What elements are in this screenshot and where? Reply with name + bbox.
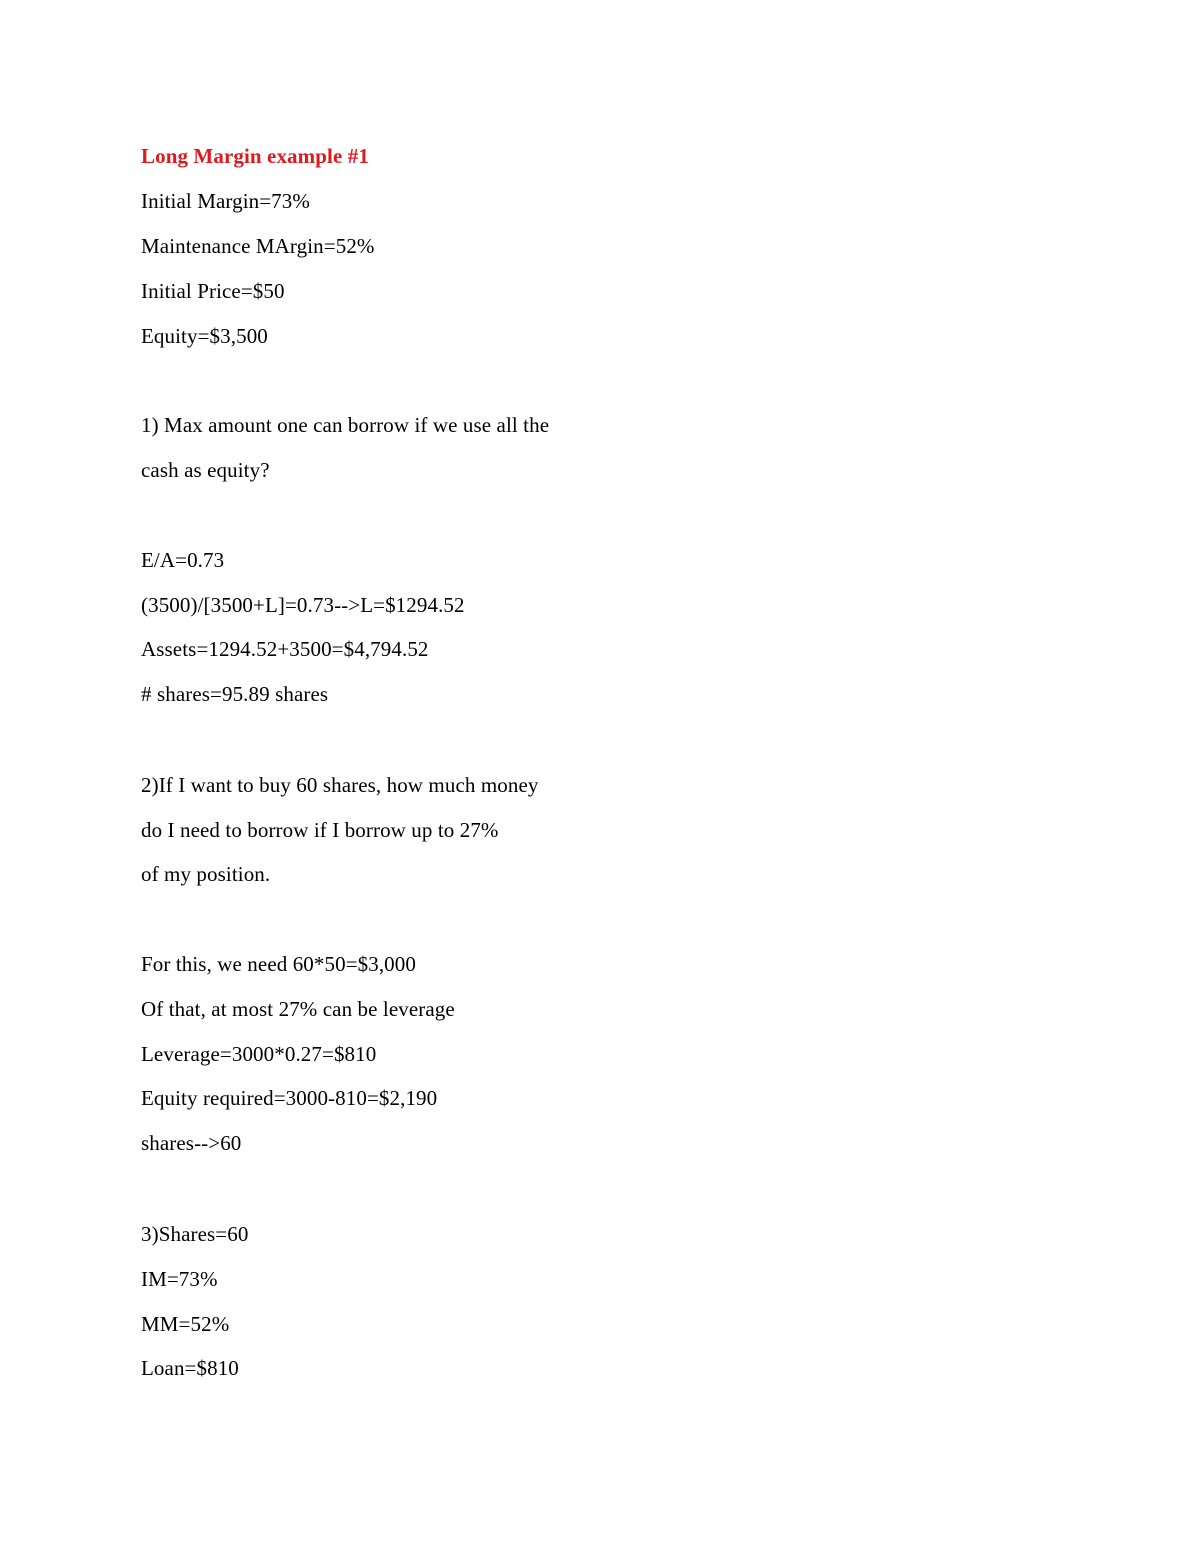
q3-line: MM=52%	[141, 1312, 230, 1336]
q2-answer-line: For this, we need 60*50=$3,000	[141, 952, 416, 976]
q3-line: Loan=$810	[141, 1356, 239, 1380]
q2-answer-line: Leverage=3000*0.27=$810	[141, 1042, 377, 1066]
q2-answer-line: Equity required=3000-810=$2,190	[141, 1086, 438, 1110]
given-initial-margin: Initial Margin=73%	[141, 189, 310, 213]
given-initial-price: Initial Price=$50	[141, 279, 285, 303]
q2-question-line: of my position.	[141, 862, 271, 886]
q2-answer-line: shares-->60	[141, 1131, 242, 1155]
q1-question-line: cash as equity?	[141, 458, 270, 482]
q3-line: 3)Shares=60	[141, 1222, 249, 1246]
q3-line: IM=73%	[141, 1267, 218, 1291]
q2-answer-line: Of that, at most 27% can be leverage	[141, 997, 455, 1021]
q1-answer-line: # shares=95.89 shares	[141, 682, 329, 706]
given-maintenance-margin: Maintenance MArgin=52%	[141, 234, 375, 258]
q1-answer-line: (3500)/[3500+L]=0.73-->L=$1294.52	[141, 593, 465, 617]
document-title: Long Margin example #1	[141, 144, 369, 168]
q1-answer-line: E/A=0.73	[141, 548, 225, 572]
q1-question-line: 1) Max amount one can borrow if we use all the	[141, 413, 550, 437]
q2-question-line: 2)If I want to buy 60 shares, how much money	[141, 773, 539, 797]
q1-answer-line: Assets=1294.52+3500=$4,794.52	[141, 637, 429, 661]
given-equity: Equity=$3,500	[141, 324, 268, 348]
q2-question-line: do I need to borrow if I borrow up to 27%	[141, 818, 499, 842]
